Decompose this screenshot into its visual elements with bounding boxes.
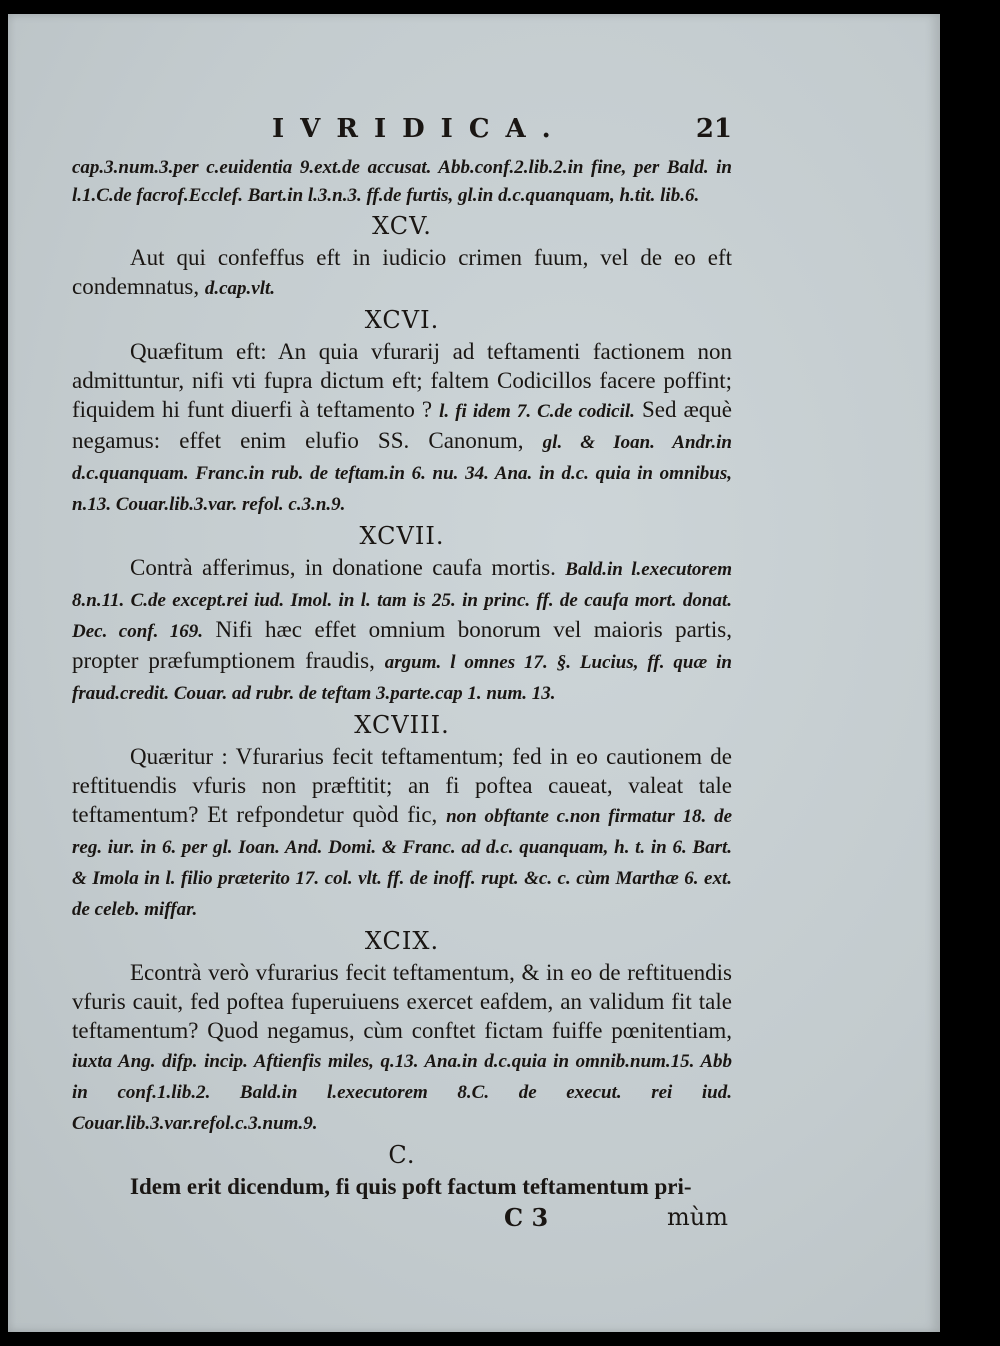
catchword: mùm xyxy=(667,1203,728,1231)
section-paragraph xyxy=(72,958,732,1138)
citation-text: cap.3.num.3.per c.euidentia 9.ext.de accusat. Abb.conf.2.lib.2.in fine, per Bald. in l.1.C.de facrof.Ecclef. Bart.in l.3.n.3. ff.de furtis, gl.in d.c.quanquam, h.tit. lib.6. xyxy=(72,157,732,206)
section-paragraph xyxy=(72,742,732,924)
citation-text: Bald.in l.executorem 8.n.11. C.de except.rei iud. Imol. in l. tam is 25. in princ. ff. de caufa mort. donat. Dec. conf. 169. xyxy=(72,559,733,642)
paragraph-text: Quæfitum eft: An quia vfurarij ad teftamenti factionem non admittuntur, nifi vti fupra dictum eft; faltem Codicillos facere poffint; fiquidem hi funt diuerfi à teftamento ? xyxy=(72,339,732,422)
section-heading: XCIX. xyxy=(364,927,440,955)
section-paragraph xyxy=(72,553,732,708)
running-title: IVRIDICA. xyxy=(272,114,567,144)
citation-text: gl. & Ioan. Andr.in d.c.quanquam. Franc.in rub. de teftam.in 6. nu. 34. Ana. in d.c. quia in omnibus, n.13. Couar.lib.3.var. refol. c.3.n.9. xyxy=(72,432,732,515)
paragraph-text: Aut qui confeffus eft in iudicio crimen fuum, vel de eo eft condemnatus, xyxy=(72,245,732,299)
citation-text: l. fi idem 7. C.de codicil. xyxy=(439,401,635,422)
paragraph-text: Quæritur : Vfurarius fecit teftamentum; fed in eo cautionem de reftituendis vfuris non præftitit; an fi poftea caueat, valeat tale teftamentum? Et refpondetur quòd fic, xyxy=(72,744,732,827)
paragraph-text: Contrà afferimus, in donatione caufa mortis. xyxy=(130,555,556,580)
running-head xyxy=(72,114,732,154)
section-paragraph xyxy=(72,1172,732,1201)
section-heading: XCVII. xyxy=(359,522,445,550)
section-heading: C. xyxy=(388,1141,416,1169)
section-heading: XCVIII. xyxy=(354,711,450,739)
citation-text: d.cap.vlt. xyxy=(204,278,276,299)
section-heading: XCVI. xyxy=(364,306,440,334)
book-page xyxy=(8,14,940,1332)
section-paragraph xyxy=(72,337,732,519)
page-footer xyxy=(72,1203,732,1237)
citation-text: iuxta Ang. difp. incip. Aftienfis miles, q.13. Ana.in d.c.quia in omnib.num.15. Abb in conf.1.lib.2. Bald.in l.executorem 8.C. de execut. rei iud. Couar.lib.3.var.refol.c.3.num.9. xyxy=(72,1051,732,1134)
paragraph-text: Nifi hæc effet omnium bonorum vel maioris partis, propter præfumptionem fraudis, xyxy=(72,617,733,673)
text-block xyxy=(72,114,732,1237)
section-paragraph xyxy=(72,243,732,303)
signature-mark: C 3 xyxy=(504,1203,549,1232)
citation-text: argum. l omnes 17. §. Lucius, ff. quæ in fraud.credit. Couar. ad rubr. de teftam 3.parte.cap 1. num. 13. xyxy=(72,652,733,704)
page-number: 21 xyxy=(695,114,732,144)
section-heading: XCV. xyxy=(372,212,432,240)
paragraph-text: Sed æquè negamus: effet enim elufio SS. Canonum, xyxy=(72,397,733,453)
paragraph-text: Idem erit dicendum, fi quis poft factum teftamentum pri- xyxy=(130,1174,692,1199)
paragraph-text: Econtrà verò vfurarius fecit teftamentum, & in eo de reftituendis vfuris cauit, fed poftea fuperuiuens exercet eafdem, an validum fit tale teftamentum? Quod negamus, cùm conftet fictam fuiffe pœnitentiam, xyxy=(72,960,732,1043)
continued-citations xyxy=(72,154,732,209)
citation-text: non obftante c.non firmatur 18. de reg. iur. in 6. per gl. Ioan. And. Domi. & Franc. ad d.c. quanquam, h. t. in 6. Bart. & Imola in l. filio præterito 17. col. vlt. ff. de inoff. rupt. &c. c. cùm Marthæ 6. ext. de celeb. miffar. xyxy=(72,806,732,920)
